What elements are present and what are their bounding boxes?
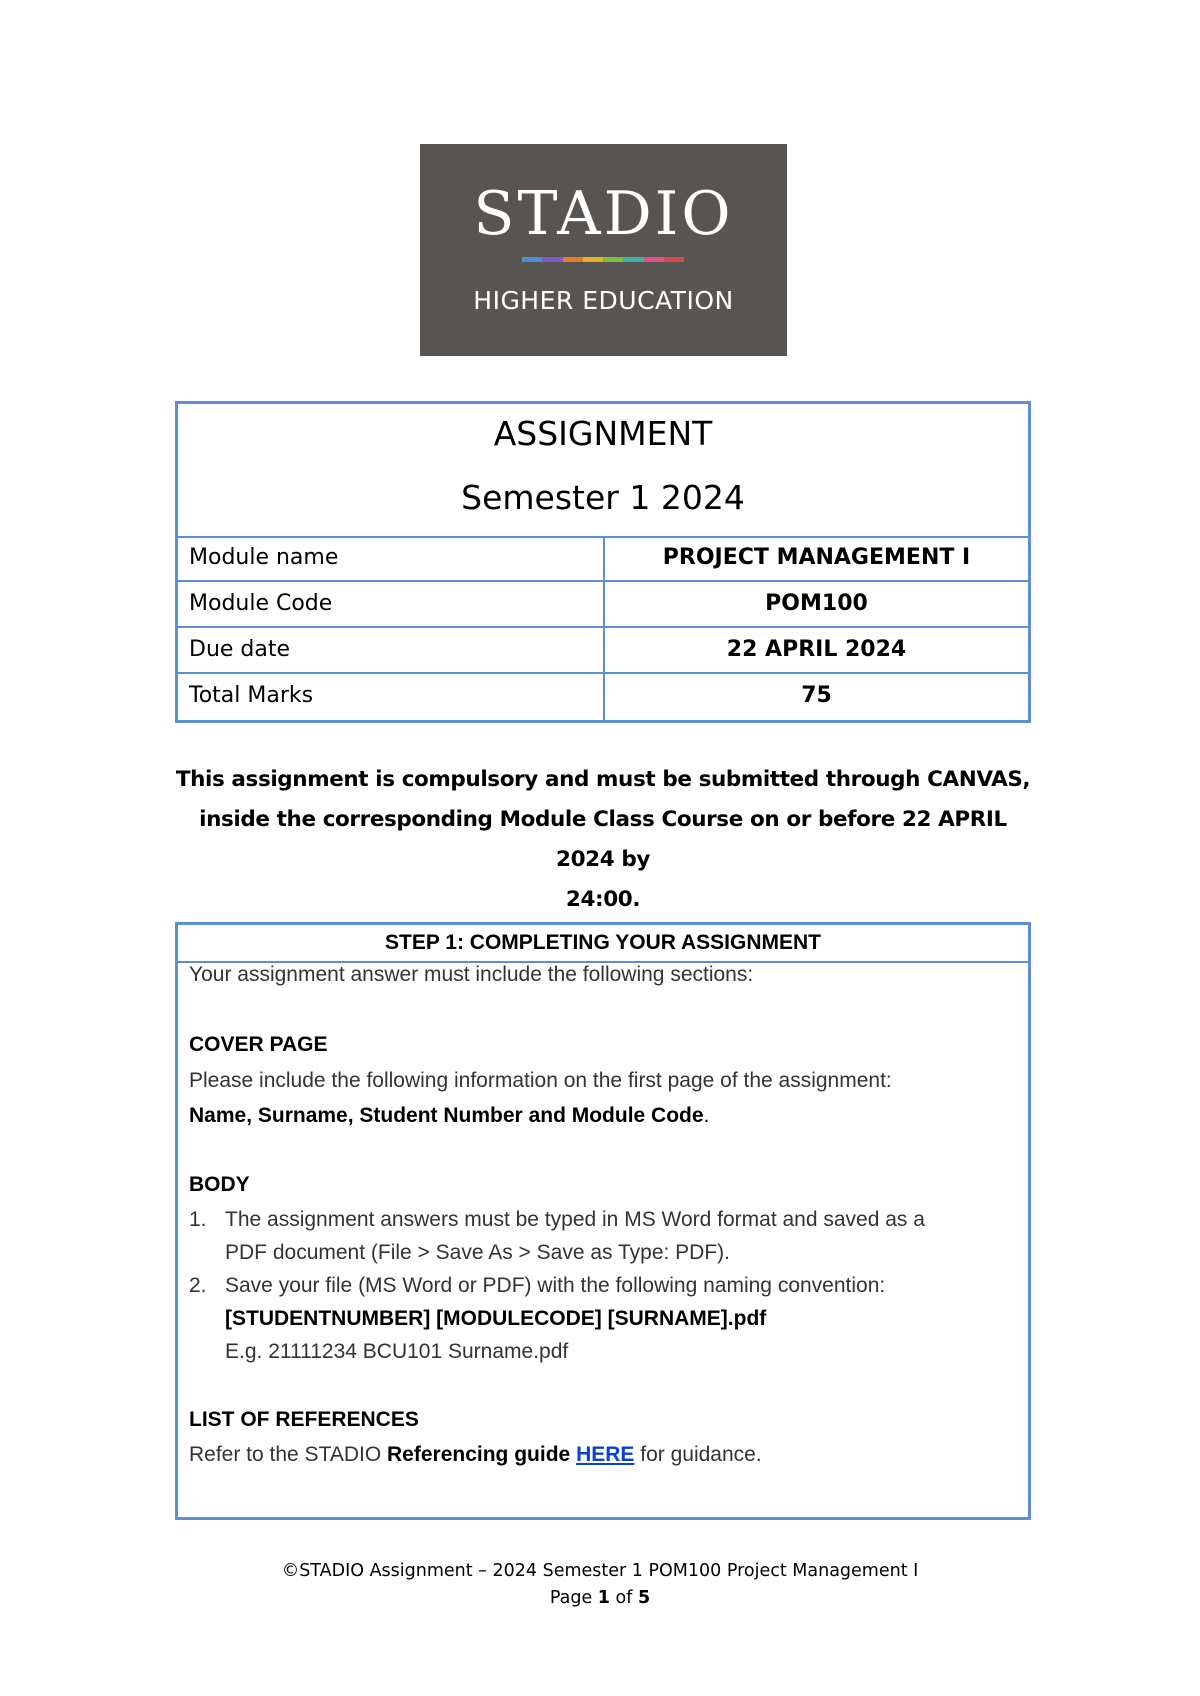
footer-page-number xyxy=(0,1588,1200,1608)
step1-intro: Your assignment answer must include the following sections: xyxy=(189,963,754,986)
step1-box xyxy=(175,922,1031,1520)
references-heading: LIST OF REFERENCES xyxy=(189,1408,419,1431)
info-value: 75 xyxy=(801,683,832,708)
submission-notice xyxy=(170,760,1036,920)
semester-label: Semester 1 2024 xyxy=(461,478,745,517)
cover-page-text: Please include the following information on the first page of the assignment: xyxy=(189,1069,892,1092)
logo-wordmark: STADIO xyxy=(473,179,734,249)
referencing-guide-label: Referencing guide xyxy=(387,1443,571,1466)
page-prefix: Page xyxy=(549,1588,598,1608)
references-suffix: for guidance. xyxy=(634,1443,762,1466)
cover-page-period: . xyxy=(703,1104,710,1127)
cover-page-fields: Name, Surname, Student Number and Module Code xyxy=(189,1104,704,1127)
info-label: Module name xyxy=(178,536,605,580)
body-heading: BODY xyxy=(189,1173,250,1196)
notice-line: inside the corresponding Module Class Course on or before 22 APRIL 2024 by xyxy=(199,807,1007,872)
assignment-title: ASSIGNMENT xyxy=(493,414,713,453)
stripe-segment xyxy=(542,257,562,262)
step1-heading: STEP 1: COMPLETING YOUR ASSIGNMENT xyxy=(178,925,1028,963)
notice-line: 24:00. xyxy=(565,887,641,912)
info-value: PROJECT MANAGEMENT I xyxy=(662,545,971,570)
logo-color-stripe xyxy=(522,257,684,262)
references-line xyxy=(189,1443,762,1467)
info-label: Module Code xyxy=(178,582,605,626)
info-label: Total Marks xyxy=(178,674,605,720)
cover-page-fields-line xyxy=(189,1104,709,1128)
stripe-segment xyxy=(644,257,664,262)
body-item-1-cont: PDF document (File > Save As > Save as Type: PDF). xyxy=(225,1241,730,1264)
stadio-logo xyxy=(420,144,787,356)
stripe-segment xyxy=(603,257,623,262)
stripe-segment xyxy=(664,257,684,262)
info-value: 22 APRIL 2024 xyxy=(726,637,907,662)
stripe-segment xyxy=(522,257,542,262)
stripe-segment xyxy=(583,257,603,262)
info-row-module-code xyxy=(178,582,1028,628)
stripe-segment xyxy=(623,257,643,262)
cover-page-heading: COVER PAGE xyxy=(189,1033,328,1056)
logo-subtitle: HIGHER EDUCATION xyxy=(473,286,734,315)
body-item-2: Save your file (MS Word or PDF) with the following naming convention: xyxy=(225,1274,886,1297)
naming-convention: [STUDENTNUMBER] [MODULECODE] [SURNAME].pdf xyxy=(225,1307,767,1330)
assignment-info-table xyxy=(175,401,1031,723)
footer-copyright: ©STADIO Assignment – 2024 Semester 1 POM100 Project Management I xyxy=(281,1561,919,1581)
list-number: 1. xyxy=(189,1208,207,1231)
info-value: POM100 xyxy=(765,591,868,616)
page-total: 5 xyxy=(637,1588,651,1608)
info-row-due-date xyxy=(178,628,1028,674)
info-row-module-name xyxy=(178,536,1028,582)
stripe-segment xyxy=(563,257,583,262)
info-table-header xyxy=(178,404,1028,538)
page-current: 1 xyxy=(597,1588,610,1608)
references-prefix: Refer to the STADIO xyxy=(189,1443,388,1466)
naming-example: E.g. 21111234 BCU101 Surname.pdf xyxy=(225,1340,569,1363)
list-number: 2. xyxy=(189,1274,207,1297)
info-label: Due date xyxy=(178,628,605,672)
body-item-1: The assignment answers must be typed in MS Word format and saved as a xyxy=(225,1208,925,1231)
notice-line: This assignment is compulsory and must be submitted through CANVAS, xyxy=(175,767,1031,792)
page-of: of xyxy=(609,1588,638,1608)
referencing-guide-link[interactable]: HERE xyxy=(576,1443,635,1466)
info-row-total-marks xyxy=(178,674,1028,720)
